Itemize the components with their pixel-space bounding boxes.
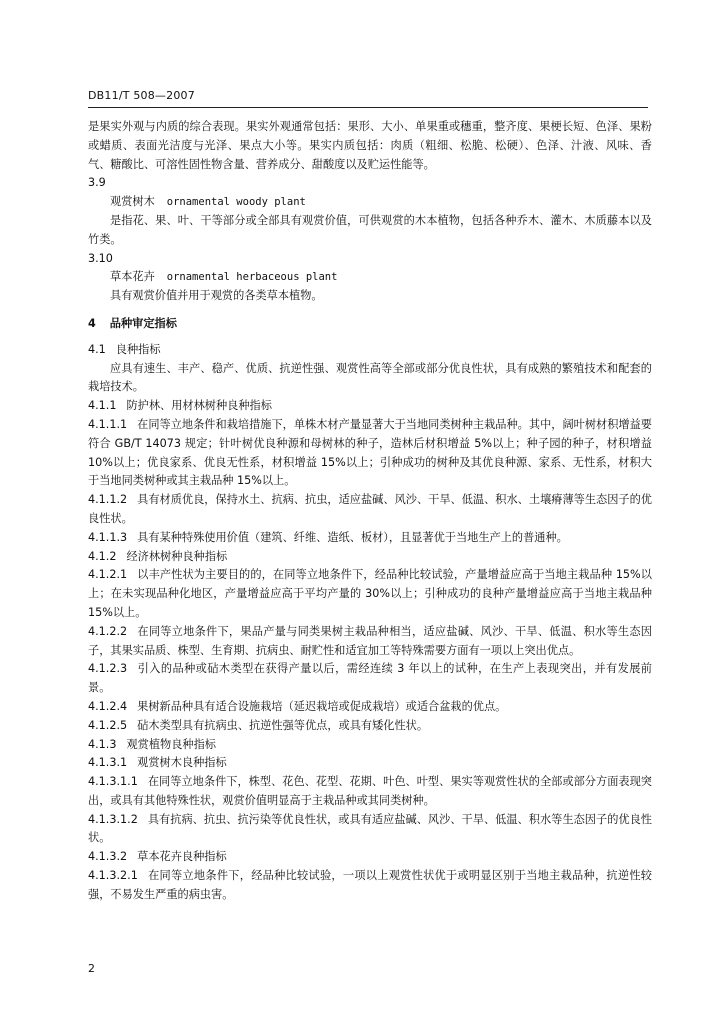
clause-number: 4.1.1.1 [88, 417, 128, 431]
clause-number: 4.1.2.5 [88, 718, 128, 732]
page-number: 2 [88, 962, 95, 975]
clause-text: 在同等立地条件下，经品种比较试验，一项以上观赏性状优于或明显区别于当地主栽品种，抗逆性较强，不易发生严重的病虫害。 [88, 869, 652, 901]
clause-number: 3.10 [88, 251, 113, 265]
numbered-clause [88, 867, 652, 905]
term-zh: 草本花卉 [110, 270, 155, 284]
numbered-clause [88, 529, 652, 548]
numbered-clause [88, 491, 652, 529]
numbered-clause [88, 174, 652, 193]
term-definition-heading [88, 268, 652, 287]
numbered-clause [88, 754, 652, 773]
clause-text: 以丰产性状为主要目的的，在同等立地条件下，经品种比较试验，产量增益应高于当地主栽品种 15%以上；在未实现品种化地区，产量增益应高于平均产量的 30%以上；引种成功的良种产量增益应高于当地主栽品种 15%以上。 [88, 568, 652, 619]
document-body [88, 118, 652, 905]
clause-number: 3.9 [88, 176, 106, 190]
clause-number: 4.1 [88, 342, 106, 356]
clause-text: 良种指标 [115, 342, 161, 356]
clause-text: 草本花卉良种指标 [137, 850, 227, 864]
term-zh: 观赏树木 [110, 195, 155, 209]
clause-text: 观赏植物良种指标 [126, 737, 216, 751]
numbered-clause [88, 566, 652, 622]
clause-number: 4.1.2.2 [88, 624, 128, 638]
clause-number: 4.1.3.1.2 [88, 812, 138, 826]
numbered-clause [88, 717, 652, 736]
clause-number: 4.1.3.2 [88, 850, 128, 864]
clause-text: 在同等立地条件下，果品产量与同类果树主栽品种相当，适应盐碱、风沙、干旱、低温、积水等生态因子，其果实品质、株型、生育期、抗病虫、耐贮性和适宜加工等特殊需要方面有一项以上突出优点。 [88, 624, 652, 657]
clause-text: 果树新品种具有适合设施栽培（延迟栽培或促成栽培）或适合盆栽的优点。 [137, 699, 507, 713]
numbered-clause [88, 698, 652, 717]
paragraph: 是果实外观与内质的综合表现。果实外观通常包括：果形、大小、单果重或穗重，整齐度、果梗长短、色泽、果粉或蜡质、表面光洁度与光泽、果点大小等。果实内质包括：肉质（粗细、松脆、松硬）、色泽、汁液、风味、香气、糖酸比、可溶性固性物含量、营养成分、甜酸度以及贮运性能等。 [88, 120, 652, 171]
clause-text: 砧木类型具有抗病虫、抗逆性强等优点，或具有矮化性状。 [137, 718, 429, 732]
numbered-clause [88, 811, 652, 849]
clause-text: 引入的品种或砧木类型在获得产量以后，需经连续 3 年以上的试种，在生产上表现突出，并有发展前景。 [88, 662, 652, 695]
clause-number: 4.1.2.3 [88, 662, 128, 676]
clause-text: 具有某种特殊使用价值（建筑、纤维、造纸、板材），且显著优于当地生产上的普通种。 [137, 530, 568, 544]
clause-number: 4.1.3 [88, 737, 117, 751]
numbered-clause [88, 623, 652, 661]
clause-text: 具有材质优良，保持水土、抗病、抗虫，适应盐碱、风沙、干旱、低温、积水、土壤瘠薄等生态因子的优良性状。 [88, 493, 652, 525]
paragraph: 具有观赏价值并用于观赏的各类草本植物。 [110, 289, 323, 303]
section-title: 品种审定指标 [109, 316, 177, 330]
numbered-clause [88, 848, 652, 867]
section-heading [88, 315, 652, 334]
numbered-clause [88, 548, 652, 567]
header-rule [88, 107, 648, 108]
numbered-clause [88, 397, 652, 416]
section-number: 4 [88, 316, 96, 330]
clause-number: 4.1.1 [88, 399, 117, 413]
numbered-clause [88, 250, 652, 269]
clause-number: 4.1.2.1 [88, 568, 128, 582]
clause-number: 4.1.3.1 [88, 756, 128, 770]
paragraph: 是指花、果、叶、干等部分或全部具有观赏价值，可供观赏的木本植物，包括各种乔木、灌木、木质藤本以及竹类。 [88, 213, 652, 246]
clause-text: 在同等立地条件下，株型、花色、花型、花期、叶色、叶型、果实等观赏性状的全部或部分方面表现突出，或具有其他特殊性状，观赏价值明显高于主栽品种或其同类树种。 [88, 775, 652, 807]
term-definition-heading [88, 193, 652, 212]
clause-text: 在同等立地条件和栽培措施下，单株木材产量显著大于当地同类树种主栽品种。其中，阔叶树材积增益要符合 GB/T 14073 规定；针叶树优良种源和母树林的种子，造林后材积增益 5%以上；种子园的种子，材积增益 10%以上；优良家系、优良无性系，材积增益 15%以上；引种成功的树种及其优良种源、家系、无性系，材积大于当地同类树种或其主栽品种 15%以上。 [88, 417, 652, 488]
clause-number: 4.1.3.1.1 [88, 775, 138, 789]
clause-text: 具有抗病、抗虫、抗污染等优良性状，或具有适应盐碱、风沙、干旱、低温、积水等生态因子的优良性状。 [88, 812, 652, 845]
numbered-clause [88, 416, 652, 491]
clause-text: 防护林、用材林树种良种指标 [126, 399, 272, 413]
term-en: ornamental herbaceous plant [166, 271, 338, 284]
numbered-clause [88, 341, 652, 360]
clause-number: 4.1.1.3 [88, 530, 128, 544]
term-en: ornamental woody plant [166, 196, 306, 209]
numbered-clause [88, 736, 652, 755]
clause-number: 4.1.1.2 [88, 493, 128, 507]
paragraph: 应具有速生、丰产、稳产、优质、抗逆性强、观赏性高等全部或部分优良性状，具有成熟的繁殖技术和配套的栽培技术。 [88, 361, 652, 394]
clause-text: 经济林树种良种指标 [126, 549, 228, 563]
document-header-id: DB11/T 508—2007 [88, 89, 195, 102]
numbered-clause [88, 773, 652, 811]
clause-number: 4.1.2 [88, 549, 117, 563]
clause-number: 4.1.2.4 [88, 699, 128, 713]
clause-number: 4.1.3.2.1 [88, 869, 138, 883]
clause-text: 观赏树木良种指标 [137, 756, 227, 770]
numbered-clause [88, 660, 652, 698]
